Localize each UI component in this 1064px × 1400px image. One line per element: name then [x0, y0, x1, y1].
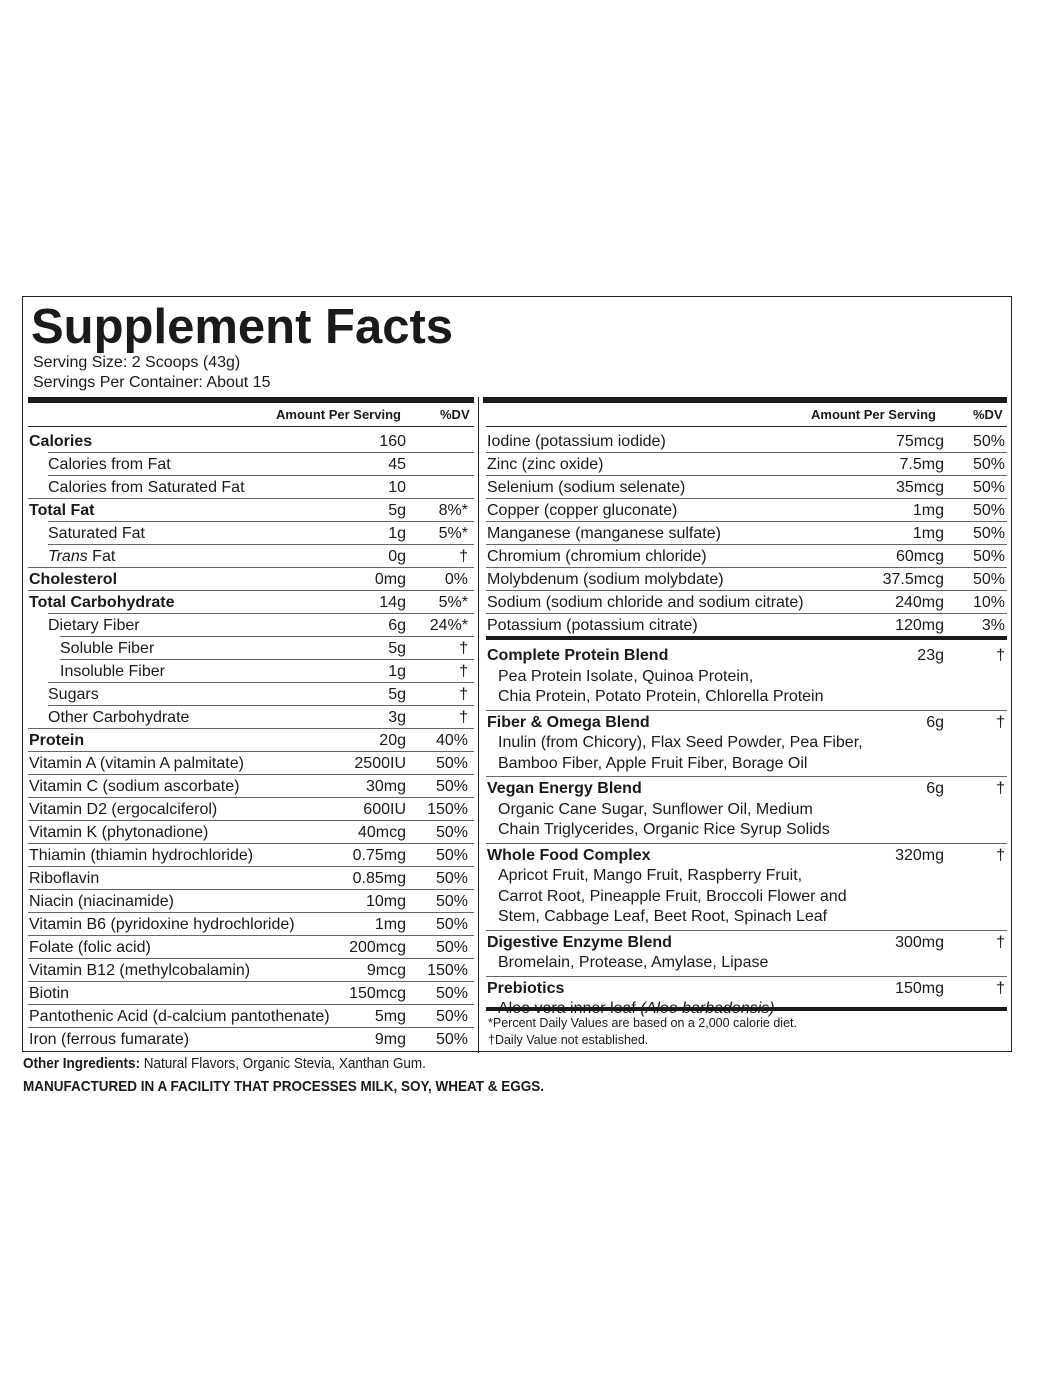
nutrient-dv: 50% [435, 893, 468, 910]
nutrient-amount: 120mg [895, 617, 944, 634]
nutrient-dv: 50% [435, 939, 468, 956]
nutrient-dv: 150% [427, 801, 468, 818]
other-ingredients-text: Natural Flavors, Organic Stevia, Xanthan Gum. [140, 1055, 426, 1072]
table-row [28, 683, 474, 706]
blend-item [486, 644, 1007, 711]
nutrient-name: Vitamin B12 (methylcobalamin) [29, 962, 251, 979]
nutrient-amount: 6g [388, 617, 406, 634]
table-row [28, 1005, 474, 1028]
other-ingredients-label: Other Ingredients: [23, 1055, 141, 1072]
table-row [28, 637, 474, 660]
nutrient-dv: 50% [972, 456, 1005, 473]
nutrient-name: Folate (folic acid) [29, 939, 151, 956]
table-row [486, 499, 1007, 522]
nutrient-name: Calories from Fat [48, 456, 171, 473]
table-row [28, 706, 474, 729]
nutrient-amount: 2500IU [354, 755, 406, 772]
table-row [486, 476, 1007, 499]
table-row [486, 614, 1007, 637]
table-row [486, 545, 1007, 568]
nutrient-amount: 1g [388, 525, 406, 542]
nutrient-dv: 50% [435, 985, 468, 1002]
blend-ingredients: Bamboo Fiber, Apple Fruit Fiber, Borage Oil [498, 754, 808, 772]
nutrient-amount: 9mcg [366, 962, 406, 979]
nutrient-dv: † [459, 709, 468, 726]
nutrient-dv: 50% [972, 548, 1005, 565]
table-row [28, 591, 474, 614]
nutrient-amount: 60mcg [895, 548, 944, 565]
nutrient-dv: 50% [435, 1031, 468, 1048]
nutrient-name: Biotin [29, 985, 70, 1002]
blend-header [486, 646, 1007, 667]
nutrient-amount: 20g [379, 732, 406, 749]
nutrient-dv: 5%* [438, 594, 468, 611]
blend-amount: 150mg [895, 979, 944, 997]
table-row [486, 568, 1007, 591]
table-row [28, 453, 474, 476]
blend-dv: † [996, 933, 1005, 951]
blend-header [486, 713, 1007, 734]
table-row [28, 913, 474, 936]
nutrient-name: Other Carbohydrate [48, 709, 190, 726]
nutrient-dv: 50% [972, 479, 1005, 496]
nutrient-name: Riboflavin [29, 870, 100, 887]
blend-name: Prebiotics [487, 979, 565, 997]
table-row [28, 821, 474, 844]
column-separator [478, 397, 479, 1053]
blend-header [486, 779, 1007, 800]
blend-ingredients: Inulin (from Chicory), Flax Seed Powder, Pea Fiber, [498, 734, 863, 751]
nutrient-dv: 150% [427, 962, 468, 979]
other-ingredients [23, 1055, 426, 1072]
blend-top-divider [486, 636, 1007, 640]
nutrient-name: Vitamin C (sodium ascorbate) [29, 778, 240, 795]
nutrient-amount: 1mg [374, 916, 406, 933]
nutrient-name: Copper (copper gluconate) [487, 502, 678, 519]
servings-per-container: Servings Per Container: About 15 [33, 374, 271, 391]
nutrient-dv: † [459, 548, 468, 565]
nutrient-name: Total Carbohydrate [29, 594, 175, 611]
nutrient-name: Potassium (potassium citrate) [487, 617, 698, 634]
nutrient-name: Iron (ferrous fumarate) [29, 1031, 190, 1048]
nutrient-amount: 40mcg [357, 824, 406, 841]
blend-dv: † [996, 713, 1005, 731]
blend-header [486, 979, 1007, 1000]
nutrient-amount: 7.5mg [899, 456, 944, 473]
nutrient-name: Vitamin D2 (ergocalciferol) [29, 801, 218, 818]
blend-name: Fiber & Omega Blend [487, 713, 650, 731]
serving-size: Serving Size: 2 Scoops (43g) [33, 354, 241, 371]
table-row [486, 430, 1007, 453]
dv-footnote: *Percent Daily Values are based on a 2,000 calorie diet. [488, 1016, 797, 1030]
nutrient-amount: 9mg [374, 1031, 406, 1048]
blend-amount: 6g [926, 780, 944, 797]
left-dv-header: %DV [440, 407, 470, 422]
nutrient-dv: † [459, 686, 468, 703]
blend-dv: † [996, 647, 1005, 664]
table-row [28, 660, 474, 683]
nutrient-name: Total Fat [29, 502, 95, 519]
left-top-divider [28, 397, 474, 403]
blend-item [486, 711, 1007, 778]
right-dv-header: %DV [973, 407, 1003, 422]
nutrient-amount: 0g [388, 548, 406, 565]
table-row [28, 982, 474, 1005]
nutrient-name: Niacin (niacinamide) [29, 893, 174, 910]
nutrient-amount: 3g [388, 709, 406, 726]
nutrient-amount: 0.85mg [352, 870, 406, 887]
table-row [28, 775, 474, 798]
nutrient-amount: 10 [388, 479, 406, 496]
left-header-rule [28, 426, 474, 427]
blend-item [486, 844, 1007, 931]
nutrient-amount: 1mg [912, 525, 944, 542]
blend-name: Complete Protein Blend [487, 647, 669, 664]
nutrient-dv: 24%* [429, 617, 468, 634]
nutrient-amount: 150mcg [349, 985, 406, 1002]
nutrient-name: Cholesterol [29, 571, 118, 588]
nutrient-dv: 50% [435, 778, 468, 795]
nutrient-dv: 50% [972, 525, 1005, 542]
nutrient-dv: 50% [435, 824, 468, 841]
nutrient-amount: 37.5mcg [882, 571, 944, 588]
table-row [486, 591, 1007, 614]
blend-amount: 300mg [895, 933, 944, 951]
nutrient-name: Selenium (sodium selenate) [487, 479, 686, 496]
nutrient-name: Calories [29, 433, 93, 450]
blend-bottom-divider [486, 1007, 1007, 1011]
blend-dv: † [996, 979, 1005, 997]
blend-ingredients: Pea Protein Isolate, Quinoa Protein, [498, 667, 754, 685]
table-row [28, 499, 474, 522]
table-row [28, 867, 474, 890]
table-row [28, 844, 474, 867]
nutrient-name: Calories from Saturated Fat [48, 479, 245, 496]
table-row [28, 545, 474, 568]
table-row [28, 890, 474, 913]
right-top-divider [483, 397, 1007, 403]
blend-amount: 6g [926, 713, 944, 731]
nutrient-amount: 75mcg [895, 433, 944, 450]
blend-item [486, 777, 1007, 844]
blend-dv: † [996, 846, 1005, 864]
nutrient-dv: 3% [981, 617, 1005, 634]
right-header-rule [486, 426, 1007, 427]
nutrient-amount: 14g [379, 594, 406, 611]
nutrient-name: Soluble Fiber [60, 640, 155, 657]
blend-ingredients: Bromelain, Protease, Amylase, Lipase [498, 954, 769, 971]
nutrient-name: Pantothenic Acid (d-calcium pantothenate) [29, 1008, 330, 1025]
table-row [28, 936, 474, 959]
nutrient-dv: 40% [435, 732, 468, 749]
nutrient-amount: 600IU [363, 801, 406, 818]
nutrient-name: Chromium (chromium chloride) [487, 548, 707, 565]
table-row [28, 959, 474, 982]
blend-item [486, 931, 1007, 977]
nutrient-amount: 5g [388, 686, 406, 703]
table-row [28, 568, 474, 591]
table-row [28, 476, 474, 499]
nutrient-name: Insoluble Fiber [60, 663, 165, 680]
table-row [28, 614, 474, 637]
nutrient-dv: 50% [972, 502, 1005, 519]
blend-name: Vegan Energy Blend [487, 780, 642, 797]
nutrient-dv: 50% [435, 1008, 468, 1025]
nutrient-amount: 35mcg [895, 479, 944, 496]
nutrient-name: Molybdenum (sodium molybdate) [487, 571, 724, 588]
blend-list [486, 644, 1007, 1022]
nutrient-name: Sugars [48, 686, 99, 703]
blend-dv: † [996, 780, 1005, 797]
nutrient-name: Iodine (potassium iodide) [487, 433, 666, 450]
table-row [28, 729, 474, 752]
nutrient-dv: 5%* [438, 525, 468, 542]
blend-name: Whole Food Complex [487, 846, 651, 864]
blend-amount: 320mg [895, 846, 944, 864]
nutrient-dv: 50% [972, 571, 1005, 588]
nutrient-dv: 50% [435, 847, 468, 864]
table-row [486, 453, 1007, 476]
table-row [28, 522, 474, 545]
nutrient-amount: 1mg [912, 502, 944, 519]
blend-ingredients: Carrot Root, Pineapple Fruit, Broccoli Flower and [498, 887, 847, 905]
panel-title: Supplement Facts [31, 300, 454, 354]
table-row [28, 1028, 474, 1051]
nutrient-name: Manganese (manganese sulfate) [487, 525, 721, 542]
right-amount-header: Amount Per Serving [811, 407, 936, 422]
nutrient-dv: 50% [435, 755, 468, 772]
blend-ingredients: Stem, Cabbage Leaf, Beet Root, Spinach Leaf [498, 908, 828, 925]
nutrient-dv: 10% [972, 594, 1005, 611]
blend-amount: 23g [917, 647, 944, 664]
table-row [28, 798, 474, 821]
nutrient-amount: 0.75mg [352, 847, 406, 864]
blend-name: Digestive Enzyme Blend [487, 933, 672, 951]
table-row [486, 522, 1007, 545]
blend-ingredients: Organic Cane Sugar, Sunflower Oil, Medium [498, 800, 813, 818]
nutrient-amount: 45 [388, 456, 406, 473]
nutrient-name: Sodium (sodium chloride and sodium citrate) [487, 594, 804, 611]
nutrient-name: Dietary Fiber [48, 617, 140, 634]
nutrient-name: Zinc (zinc oxide) [487, 456, 604, 473]
blend-ingredients: Chain Triglycerides, Organic Rice Syrup Solids [498, 821, 830, 838]
nutrient-dv: 50% [435, 916, 468, 933]
facility-warning: MANUFACTURED IN A FACILITY THAT PROCESSES MILK, SOY, WHEAT & EGGS. [23, 1078, 545, 1095]
blend-ingredients: Apricot Fruit, Mango Fruit, Raspberry Fruit, [498, 867, 803, 884]
nutrient-amount: 1g [388, 663, 406, 680]
nutrient-name: Vitamin B6 (pyridoxine hydrochloride) [29, 916, 295, 933]
left-amount-header: Amount Per Serving [276, 407, 401, 422]
nutrient-name: Vitamin A (vitamin A palmitate) [29, 755, 244, 772]
nutrient-dv: 8%* [438, 502, 468, 519]
nutrient-name: Saturated Fat [48, 525, 145, 542]
nutrient-name: Trans Fat [48, 548, 116, 565]
nutrient-amount: 160 [379, 433, 406, 450]
dagger-footnote: †Daily Value not established. [488, 1033, 649, 1047]
nutrient-amount: 240mg [895, 594, 944, 611]
nutrient-amount: 5g [388, 640, 406, 657]
nutrient-name: Protein [29, 732, 85, 749]
blend-ingredients: Chia Protein, Potato Protein, Chlorella Protein [498, 688, 824, 705]
table-row [28, 430, 474, 453]
nutrient-amount: 10mg [365, 893, 406, 910]
supplement-facts-panel [22, 296, 1012, 1052]
nutrient-name: Thiamin (thiamin hydrochloride) [29, 847, 254, 864]
right-nutrient-table [486, 430, 1007, 637]
left-nutrient-table [28, 430, 474, 1051]
nutrient-dv: † [459, 640, 468, 657]
nutrient-dv: 50% [972, 433, 1005, 450]
nutrient-amount: 5mg [374, 1008, 406, 1025]
blend-header [486, 933, 1007, 954]
nutrient-dv: † [459, 663, 468, 680]
nutrient-amount: 0mg [374, 571, 406, 588]
nutrient-dv: 50% [435, 870, 468, 887]
nutrient-name: Vitamin K (phytonadione) [29, 824, 209, 841]
blend-header [486, 846, 1007, 867]
table-row [28, 752, 474, 775]
nutrient-amount: 30mg [365, 778, 406, 795]
nutrient-amount: 5g [388, 502, 406, 519]
nutrient-dv: 0% [444, 571, 468, 588]
nutrient-amount: 200mcg [349, 939, 406, 956]
